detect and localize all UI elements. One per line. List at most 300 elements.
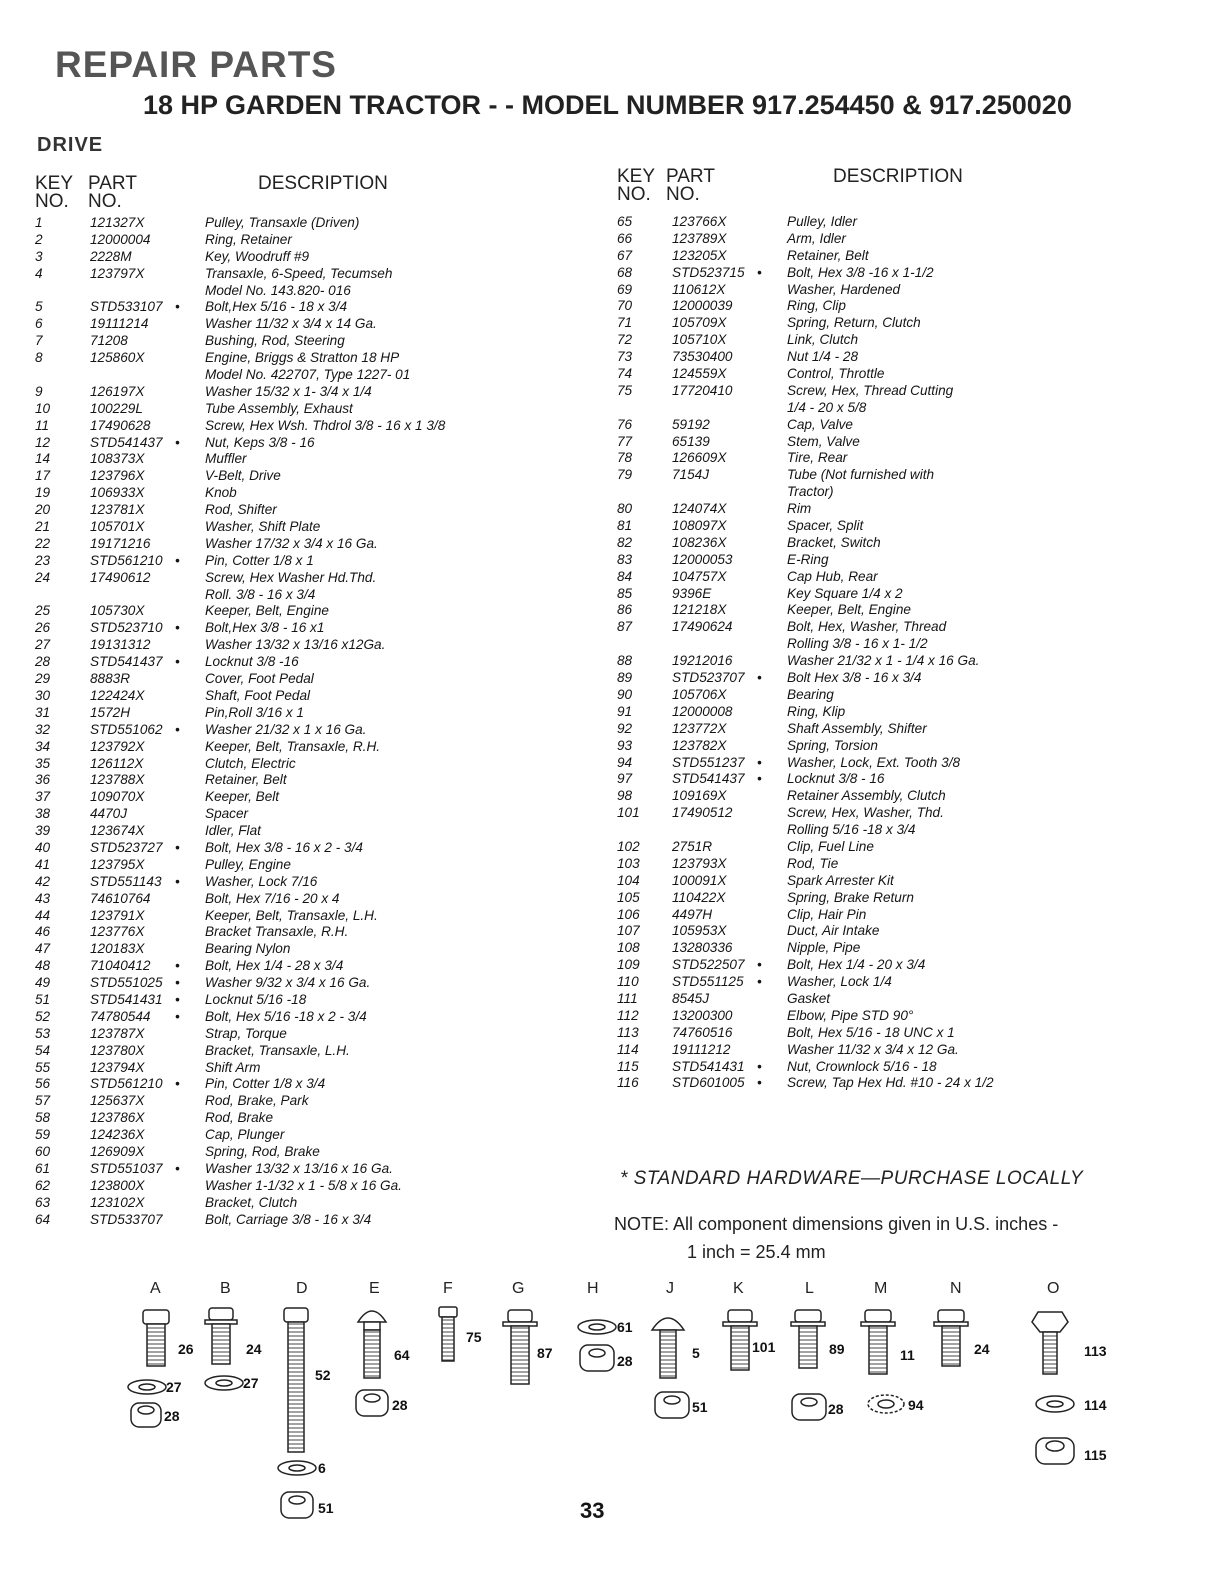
parts-row [35,536,595,553]
parts-row [35,620,595,637]
parts-row [35,1026,595,1043]
key-no: 111 [617,990,638,1006]
key-no: 103 [617,855,640,871]
parts-row [35,215,595,232]
standard-hardware-mark: • [175,975,180,991]
part-no: 123791X [90,907,145,923]
description: Bracket Transaxle, R.H. [205,924,349,940]
part-no: 12000008 [672,703,733,719]
part-no: 74760516 [672,1024,733,1040]
callout-d-51: 51 [318,1500,334,1516]
hardware-letter-m: M [874,1280,888,1297]
description: Washer 11/32 x 3/4 x 14 Ga. [205,316,377,332]
part-no: STD541437 [90,434,163,450]
standard-hardware-mark: • [175,1008,180,1024]
parts-row [35,232,595,249]
hardware-illustration [0,1270,1225,1540]
key-no: 88 [617,653,633,669]
hardware-d-bolt [284,1308,308,1452]
description: Screw, Hex Washer Hd.Thd. [205,569,377,585]
key-no: 67 [617,247,633,263]
parts-row [617,501,1207,518]
description: Arm, Idler [787,230,846,246]
key-no: 113 [617,1024,639,1040]
key-no: 58 [35,1110,51,1126]
description: Tube Assembly, Exhaust [205,400,353,416]
description-header: DESCRIPTION [258,173,388,194]
parts-row [617,687,1207,704]
part-no: 19131312 [90,637,151,653]
key-no: 92 [617,720,633,736]
description: Screw, Hex, Washer, Thd. [787,805,944,821]
part-no: STD541431 [672,1058,745,1074]
description: Link, Clutch [787,332,859,348]
key-no: 17 [35,468,51,484]
parts-row [617,974,1207,991]
description: Spacer [205,806,249,822]
description: Bolt, Hex 1/4 - 28 x 3/4 [205,958,344,974]
parts-row [617,467,1207,484]
part-no: STD551143 [90,873,162,889]
description: Bolt, Hex 5/16 -18 x 2 - 3/4 [205,1008,367,1024]
parts-row [35,299,595,316]
callout-k-101: 101 [752,1339,776,1355]
key-header-line2: NO. [617,184,651,205]
callout-l-28: 28 [828,1401,844,1417]
part-no: 123792X [90,738,145,754]
callout-d-6: 6 [318,1460,326,1476]
hardware-m-lock-washer [868,1395,904,1413]
part-no: 19111212 [672,1041,731,1057]
standard-hardware-mark: • [175,299,180,315]
callout-o-114: 114 [1084,1397,1107,1413]
part-no: 73530400 [672,349,733,365]
callout-g-87: 87 [537,1345,553,1361]
hardware-letter-j: J [666,1280,674,1297]
parts-row [35,249,595,266]
standard-hardware-mark: • [175,873,180,889]
description: Washer 15/32 x 1- 3/4 x 1/4 [205,383,372,399]
standard-hardware-mark: • [757,754,762,770]
part-no: STD561210 [90,552,163,568]
description: Transaxle, 6-Speed, Tecumseh [205,265,393,281]
description: Washer 17/32 x 3/4 x 16 Ga. [205,535,378,551]
note-line-2: 1 inch = 25.4 mm [687,1242,826,1262]
description: Rolling 3/8 - 16 x 1- 1/2 [787,636,928,652]
part-no: STD541437 [90,654,163,670]
parts-row [617,315,1207,332]
key-no: 55 [35,1059,51,1075]
key-no: 26 [35,620,51,636]
part-no: 65139 [672,433,710,449]
hardware-l-bolt [791,1310,825,1368]
part-no: 100091X [672,872,727,888]
description: Bolt, Hex 3/8 -16 x 1-1/2 [787,264,934,280]
part-no: 2751R [672,838,713,854]
parts-row [35,654,595,671]
key-no: 31 [35,704,51,720]
parts-row [617,704,1207,721]
parts-row [35,840,595,857]
callout-a-28: 28 [164,1408,180,1424]
part-no: 123796X [90,468,145,484]
description: Screw, Tap Hex Hd. #10 - 24 x 1/2 [787,1075,994,1091]
key-no: 77 [617,433,633,449]
key-no: 54 [35,1042,51,1058]
standard-hardware-mark: • [175,620,180,636]
description: Model No. 143.820- 016 [205,282,351,298]
key-no: 72 [617,332,633,348]
standard-hardware-mark: • [175,434,180,450]
key-no: 11 [35,417,50,433]
callout-a-26: 26 [178,1341,194,1357]
parts-row [617,1008,1207,1025]
description: Ring, Clip [787,298,846,314]
key-no: 73 [617,349,633,365]
parts-row [35,806,595,823]
description: Shaft, Foot Pedal [205,687,311,703]
key-no: 44 [35,907,51,923]
hardware-e-nut [356,1390,388,1416]
key-no: 28 [35,654,51,670]
part-no: STD601005 [672,1075,745,1091]
standard-hardware-note: * STANDARD HARDWARE—PURCHASE LOCALLY [620,1168,1084,1189]
key-no: 22 [35,535,51,551]
parts-row [35,823,595,840]
callout-b-27: 27 [243,1375,259,1391]
part-no: 125860X [90,350,145,366]
key-no: 48 [35,958,51,974]
standard-hardware-mark: • [757,974,762,990]
description: Tractor) [787,484,834,500]
description: Retainer, Belt [787,247,869,263]
parts-list-left [35,215,595,1228]
key-no: 35 [35,755,51,771]
hardware-letter-g: G [512,1280,525,1297]
part-no: 123789X [672,230,727,246]
description: Nut 1/4 - 28 [787,349,859,365]
parts-row [617,738,1207,755]
description: Keeper, Belt [205,789,280,805]
parts-row [35,874,595,891]
description: Bolt, Hex, Washer, Thread [787,619,947,635]
parts-row [35,266,595,283]
part-no: 126609X [672,450,727,466]
callout-h-28: 28 [617,1353,633,1369]
parts-row [35,401,595,418]
description: Elbow, Pipe STD 90° [787,1007,914,1023]
part-no: 4497H [672,906,713,922]
part-no: 123766X [672,214,727,229]
parts-row [35,485,595,502]
callout-f-75: 75 [466,1329,482,1345]
part-no: 59192 [672,416,710,432]
key-no: 29 [35,671,51,687]
key-no: 114 [617,1041,639,1057]
key-no: 85 [617,585,633,601]
parts-row [617,298,1207,315]
part-no: 122424X [90,687,145,703]
callout-j-51: 51 [692,1399,708,1415]
key-no: 47 [35,941,51,957]
parts-row [35,384,595,401]
description: Keeper, Belt, Engine [205,603,329,619]
parts-row [35,1076,595,1093]
description: Cap, Plunger [205,1127,285,1143]
description: E-Ring [787,551,829,567]
description: Duct, Air Intake [787,923,880,939]
part-no: 123780X [90,1042,145,1058]
key-no: 90 [617,686,633,702]
parts-row [617,923,1207,940]
parts-row [35,316,595,333]
description: Rod, Brake [205,1110,274,1126]
key-no: 81 [617,518,633,534]
part-no: 12000039 [672,298,733,314]
key-no: 75 [617,382,633,398]
part-header-line2: NO. [88,191,122,212]
hardware-letter-k: K [733,1280,744,1297]
description: Clutch, Electric [205,755,296,771]
part-no: 123781X [90,502,145,518]
callout-o-115: 115 [1084,1447,1107,1463]
parts-row [617,907,1207,924]
hardware-d-nut [281,1492,313,1518]
part-no: 100229L [90,400,143,416]
hardware-n-bolt [934,1310,968,1366]
part-no: 123787X [90,1025,145,1041]
parts-row [35,350,595,367]
key-no: 102 [617,838,640,854]
standard-hardware-mark: • [757,957,762,973]
part-no: 74780544 [90,1008,151,1024]
parts-row [35,570,595,587]
parts-row [35,637,595,654]
parts-row [617,670,1207,687]
standard-hardware-mark: • [757,670,762,686]
description: Washer 21/32 x 1 - 1/4 x 16 Ga. [787,653,980,669]
parts-row [35,739,595,756]
part-no: 12000004 [90,231,151,247]
key-no: 80 [617,501,633,517]
description: Washer, Shift Plate [205,519,321,535]
description: Locknut 3/8 -16 [205,654,299,670]
parts-row [35,1195,595,1212]
key-no: 34 [35,738,51,754]
description: Strap, Torque [205,1025,287,1041]
callout-e-64: 64 [394,1347,410,1363]
part-no: 110422X [672,889,726,905]
parts-row [35,603,595,620]
parts-row [617,805,1207,822]
parts-row [617,1042,1207,1059]
parts-row [617,282,1207,299]
part-no: 4470J [90,806,128,822]
parts-row [617,940,1207,957]
key-no: 93 [617,737,633,753]
description: Bracket, Transaxle, L.H. [205,1042,350,1058]
key-no: 3 [35,248,43,264]
hardware-letter-e: E [369,1280,380,1297]
part-no: 19212016 [672,653,733,669]
callout-b-24: 24 [246,1341,262,1357]
parts-row [617,1059,1207,1076]
description: Bearing [787,686,834,702]
description: Keeper, Belt, Engine [787,602,911,618]
key-no: 76 [617,416,633,432]
part-no: 105701X [90,519,145,535]
description: Pin,Roll 3/16 x 1 [205,704,304,720]
standard-hardware-mark: • [175,552,180,568]
parts-row [35,553,595,570]
part-no: 121218X [672,602,727,618]
key-no: 30 [35,687,51,703]
part-no: 74610764 [90,890,151,906]
standard-hardware-mark: • [175,1076,180,1092]
part-no: STD551037 [90,1160,163,1176]
description: Nipple, Pipe [787,940,861,956]
part-no: 19111214 [90,316,149,332]
key-no: 74 [617,366,633,382]
part-no: 17490624 [672,619,733,635]
description: Knob [205,485,237,501]
description: Nut, Crownlock 5/16 - 18 [787,1058,937,1074]
parts-row [617,434,1207,451]
hardware-letter-d: D [296,1280,308,1297]
key-no: 32 [35,721,51,737]
key-no: 110 [617,974,639,990]
part-no: STD551237 [672,754,745,770]
parts-row [35,418,595,435]
key-no: 98 [617,788,633,804]
key-no: 78 [617,450,633,466]
standard-hardware-mark: • [175,958,180,974]
part-no: 106933X [90,485,145,501]
part-no: 71040412 [90,958,151,974]
parts-row [35,789,595,806]
standard-hardware-mark: • [757,1075,762,1091]
key-no: 25 [35,603,51,619]
part-no: STD551062 [90,721,163,737]
part-no: 104757X [672,568,727,584]
key-no: 109 [617,957,640,973]
parts-row [35,857,595,874]
callout-h-61: 61 [617,1319,633,1335]
parts-row [617,586,1207,603]
part-no: 105730X [90,603,145,619]
parts-row [35,468,595,485]
key-no: 7 [35,333,43,349]
description: Muffler [205,451,247,467]
parts-row [617,755,1207,772]
parts-row [35,671,595,688]
dimension-note [614,1210,1058,1266]
key-no: 97 [617,771,633,787]
key-no: 87 [617,619,633,635]
callout-l-89: 89 [829,1341,845,1357]
key-no: 112 [617,1007,639,1023]
part-no: STD551025 [90,975,163,991]
hardware-letter-n: N [950,1280,962,1297]
key-no: 51 [35,991,51,1007]
callout-n-24: 24 [974,1341,990,1357]
hardware-letter-h: H [587,1280,599,1297]
description: Rolling 5/16 -18 x 3/4 [787,822,916,838]
description: Roll. 3/8 - 16 x 3/4 [205,586,316,602]
description: Clip, Hair Pin [787,906,867,922]
description: Rod, Shifter [205,502,277,518]
parts-row [35,941,595,958]
description: Nut, Keps 3/8 - 16 [205,434,315,450]
parts-row [35,367,595,384]
parts-row [35,1127,595,1144]
note-line-1: NOTE: All component dimensions given in U.S. inches - [614,1214,1059,1234]
key-no: 65 [617,214,633,229]
part-no: STD533107 [90,299,163,315]
hardware-letter-o: O [1047,1280,1060,1297]
part-no: 17490612 [90,569,151,585]
key-no: 89 [617,670,633,686]
parts-row [617,890,1207,907]
parts-list-right [617,214,1207,1092]
callout-e-28: 28 [392,1397,408,1413]
part-no: 123800X [90,1177,145,1193]
description: Bracket, Clutch [205,1194,298,1210]
parts-row [617,231,1207,248]
part-no: 125637X [90,1093,145,1109]
description: Bolt, Carriage 3/8 - 16 x 3/4 [205,1211,372,1227]
part-no: 123205X [672,247,727,263]
part-no: STD523727 [90,839,163,855]
description: Pin, Cotter 1/8 x 3/4 [205,1076,326,1092]
key-no: 46 [35,924,51,940]
part-no: 2228M [90,248,132,264]
key-no: 68 [617,264,633,280]
description: Washer 9/32 x 3/4 x 16 Ga. [205,975,371,991]
description: Bearing Nylon [205,941,291,957]
description: Bolt, Hex 1/4 - 20 x 3/4 [787,957,926,973]
part-no: STD522507 [672,957,745,973]
part-no: 108236X [672,534,727,550]
part-no-header-right [666,168,715,204]
part-no: 123795X [90,856,145,872]
part-no: 123782X [672,737,727,753]
hardware-o-nut [1036,1438,1074,1464]
key-no: 64 [35,1211,51,1227]
hardware-h-nut [580,1345,614,1371]
parts-row [35,502,595,519]
parts-row [617,602,1207,619]
part-no: 123772X [672,720,727,736]
part-no: 13200300 [672,1007,733,1023]
key-no: 115 [617,1058,639,1074]
parts-row [35,435,595,452]
key-no: 71 [617,315,633,331]
description: Spark Arrester Kit [787,872,894,888]
key-no: 86 [617,602,633,618]
key-no: 82 [617,534,633,550]
part-no: 123674X [90,823,145,839]
part-no: 109070X [90,789,145,805]
key-no: 27 [35,637,51,653]
description: Washer 13/32 x 13/16 x 16 Ga. [205,1160,393,1176]
callout-m-94: 94 [908,1397,924,1413]
part-no: STD533707 [90,1211,163,1227]
description: Keeper, Belt, Transaxle, L.H. [205,907,378,923]
hardware-letter-l: L [805,1280,814,1297]
description: Spring, Rod, Brake [205,1143,320,1159]
description: Idler, Flat [205,823,261,839]
